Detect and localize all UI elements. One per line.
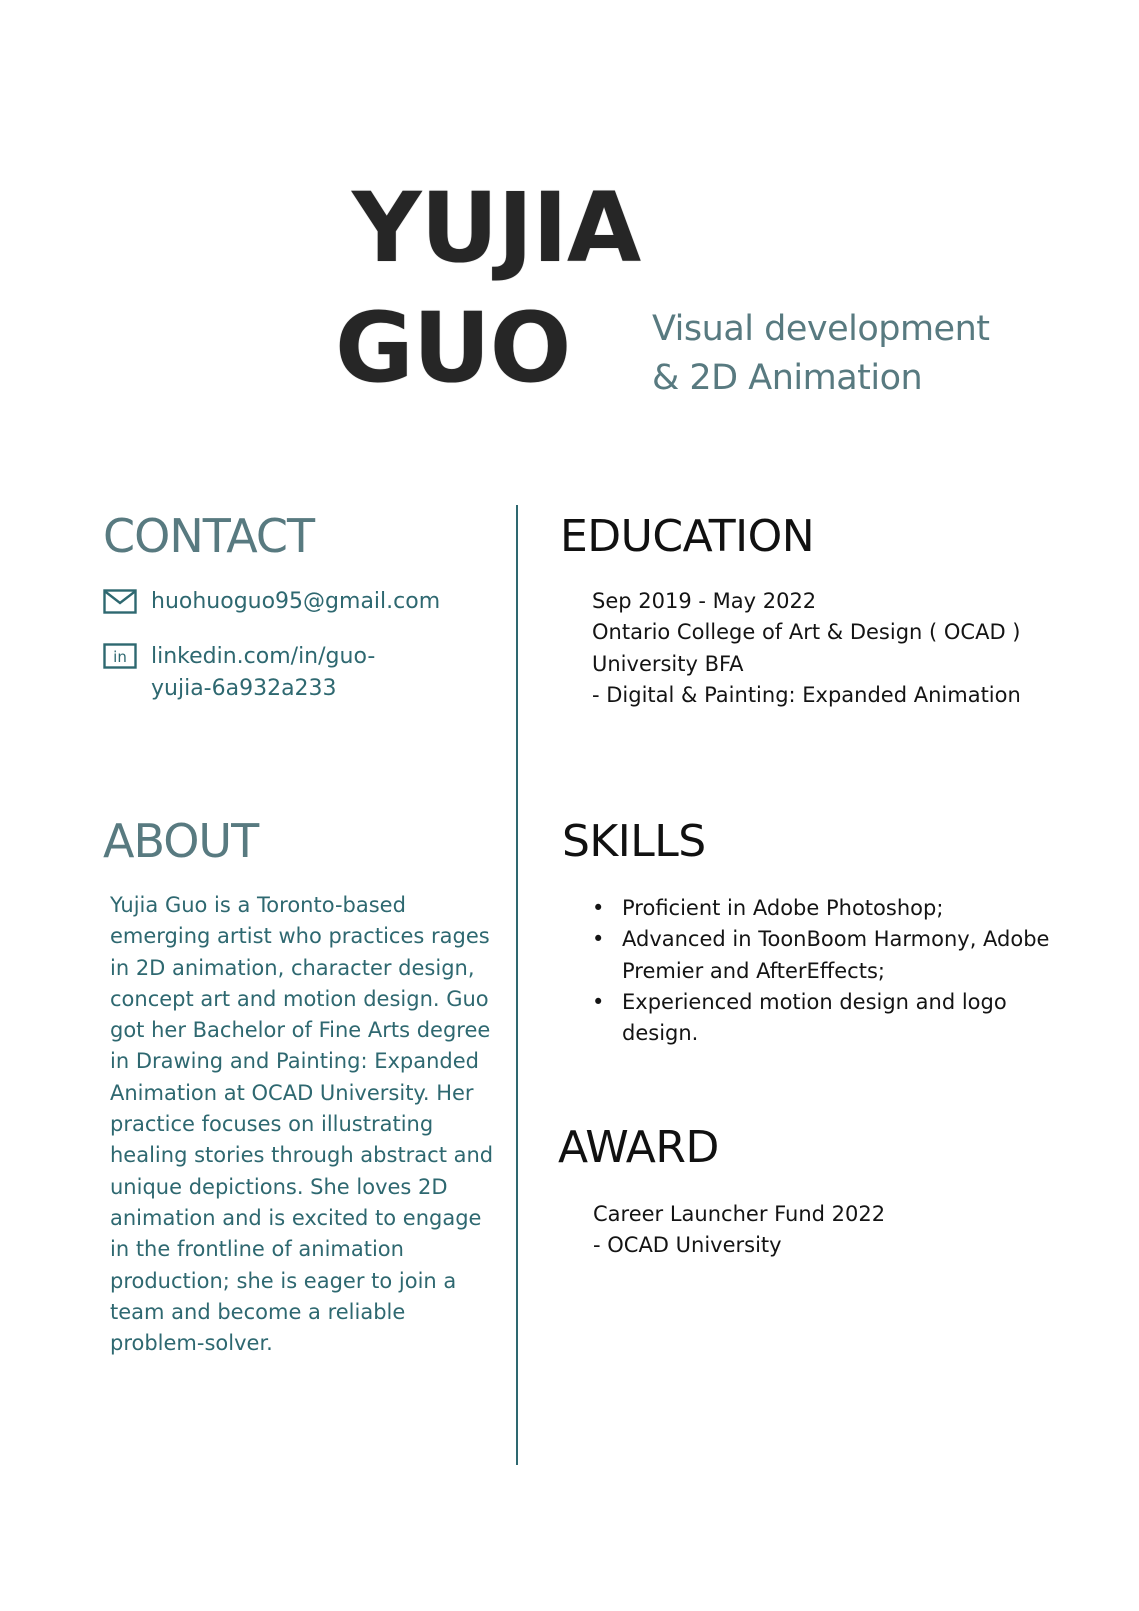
tagline-line-1: Visual development — [652, 309, 990, 349]
contact-heading: CONTACT — [103, 509, 315, 563]
award-title: Career Launcher Fund 2022 — [593, 1202, 886, 1226]
education-details — [592, 586, 1092, 711]
first-name: YUJIA — [352, 172, 641, 284]
award-details — [593, 1199, 1073, 1262]
linkedin-line-1: linkedin.com/in/guo- — [151, 644, 376, 669]
tagline — [652, 305, 990, 403]
contact-email[interactable] — [103, 586, 440, 618]
svg-text:in: in — [113, 648, 127, 666]
linkedin-line-2: yujia-6a932a233 — [151, 676, 337, 701]
education-dates: Sep 2019 - May 2022 — [592, 589, 817, 613]
skills-list — [590, 893, 1060, 1049]
linkedin-icon — [103, 643, 137, 671]
tagline-line-2: & 2D Animation — [652, 358, 923, 398]
skill-item: • Advanced in ToonBoom Harmony, Adobe Premier and AfterEffects; — [590, 924, 1060, 987]
award-institution: - OCAD University — [593, 1233, 782, 1258]
education-school: Ontario College of Art & Design ( OCAD ) — [592, 620, 1021, 645]
linkedin-link[interactable] — [151, 641, 421, 705]
about-heading: ABOUT — [103, 814, 259, 868]
last-name: GUO — [335, 292, 571, 404]
contact-linkedin[interactable] — [103, 641, 421, 705]
award-heading: AWARD — [558, 1122, 719, 1173]
email-link[interactable]: huohuoguo95@gmail.com — [151, 589, 441, 614]
about-text: Yujia Guo is a Toronto-based emerging artist who practices rages in 2D animation, character design, concept art and motion design. Guo got her Bachelor of Fine Arts degree in Drawing and Painting: Expanded Animation at OCAD University. Her practice focuses on illustrating healing stories through abstract and unique depictions. She loves 2D animation and is excited to engage in the frontline of animation production; she is eager to join a team and become a reliable problem-solver. — [110, 893, 494, 1356]
education-degree: University BFA — [592, 651, 744, 676]
skill-item: • Proficient in Adobe Photoshop; — [590, 893, 1060, 924]
envelope-icon — [103, 588, 137, 616]
column-divider — [516, 505, 518, 1465]
skill-item: • Experienced motion design and logo design. — [590, 987, 1060, 1050]
skills-heading: SKILLS — [562, 816, 706, 867]
education-heading: EDUCATION — [560, 511, 815, 562]
education-program: - Digital & Painting: Expanded Animation — [592, 682, 1021, 707]
